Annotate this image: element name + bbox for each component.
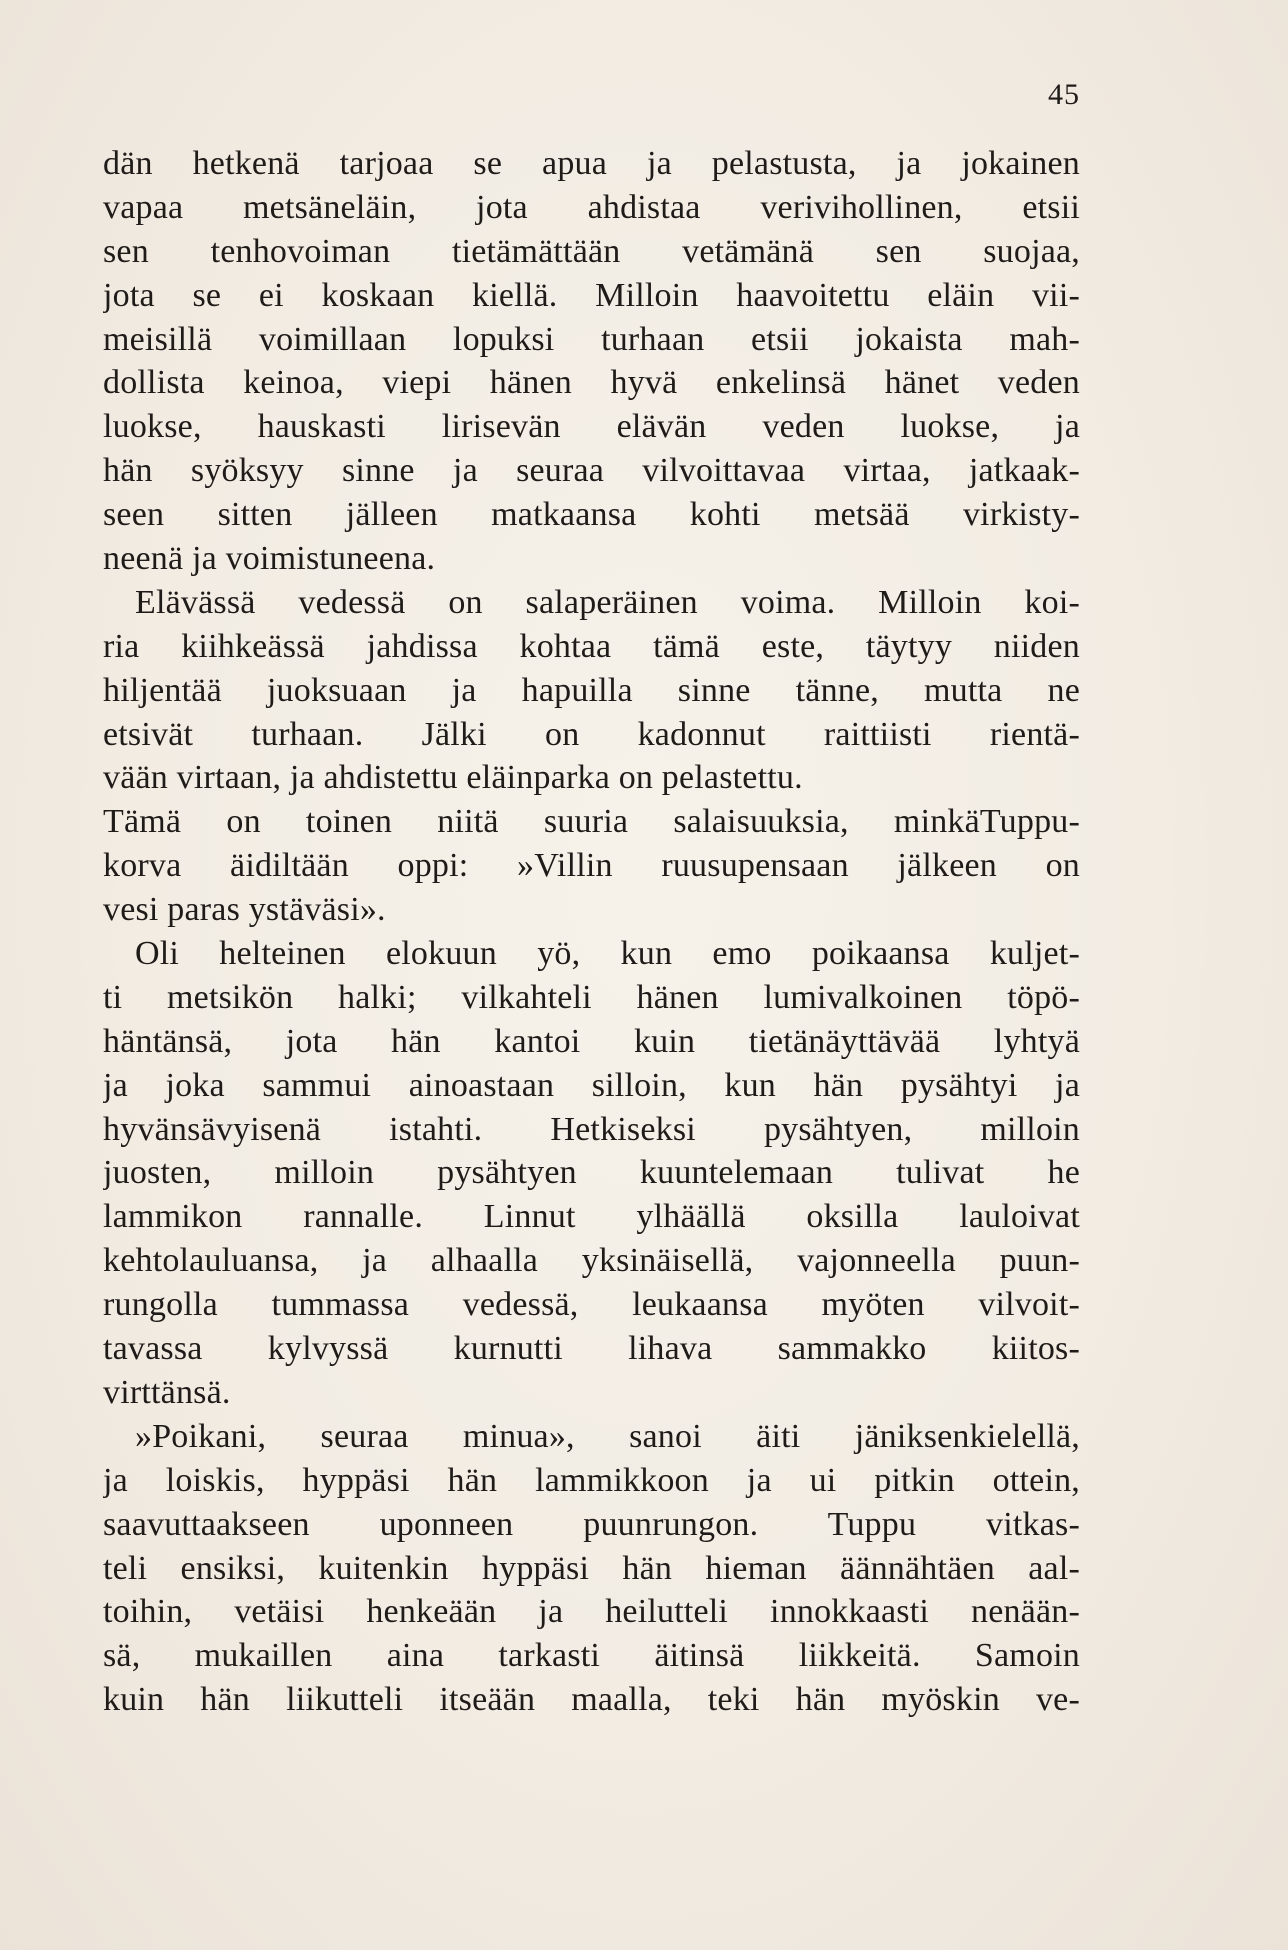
text-line: luokse, hauskasti lirisevän elävän veden luokse, ja — [103, 408, 1080, 446]
text-line: sen tenhovoiman tietämättään vetämänä sen suojaa, — [103, 232, 1080, 270]
text-line: vapaa metsäneläin, jota ahdistaa verivihollinen, etsii — [103, 188, 1080, 226]
text-line: hän syöksyy sinne ja seuraa vilvoittavaa virtaa, jatkaak- — [103, 452, 1080, 490]
text-line: jota se ei koskaan kiellä. Milloin haavoitettu eläin vii- — [103, 276, 1080, 314]
text-line: »Poikani, seuraa minua», sanoi äiti jäniksenkielellä, — [135, 1417, 1080, 1455]
text-line: ti metsikön halki; vilkahteli hänen lumivalkoinen töpö- — [103, 978, 1080, 1016]
text-line: korva äidiltään oppi: »Villin ruusupensaan jälkeen on — [103, 847, 1080, 885]
text-line: rungolla tummassa vedessä, leukaansa myöten vilvoit- — [103, 1286, 1080, 1324]
text-line: vään virtaan, ja ahdistettu eläinparka on pelastettu. — [103, 759, 803, 797]
text-line: seen sitten jälleen matkaansa kohti metsää virkisty- — [103, 496, 1080, 534]
text-line: meisillä voimillaan lopuksi turhaan etsii jokaista mah- — [103, 320, 1080, 358]
text-line: teli ensiksi, kuitenkin hyppäsi hän hieman äännähtäen aal- — [103, 1549, 1080, 1587]
text-line: vesi paras ystäväsi». — [103, 891, 386, 929]
text-line: ja joka sammui ainoastaan silloin, kun hän pysähtyi ja — [103, 1066, 1080, 1104]
text-line: dollista keinoa, viepi hänen hyvä enkelinsä hänet veden — [103, 364, 1080, 402]
text-line: toihin, vetäisi henkeään ja heilutteli innokkaasti nenään- — [103, 1593, 1080, 1631]
text-line: ja loiskis, hyppäsi hän lammikkoon ja ui pitkin ottein, — [103, 1461, 1080, 1499]
text-line: juosten, milloin pysähtyen kuuntelemaan tulivat he — [103, 1154, 1080, 1192]
text-line: Oli helteinen elokuun yö, kun emo poikaansa kuljet- — [135, 935, 1080, 973]
text-line: ria kiihkeässä jahdissa kohtaa tämä este, täytyy niiden — [103, 627, 1080, 665]
text-line: hyvänsävyisenä istahti. Hetkiseksi pysähtyen, milloin — [103, 1110, 1080, 1148]
text-line: tavassa kylvyssä kurnutti lihava sammakko kiitos- — [103, 1330, 1080, 1368]
text-line: virttänsä. — [103, 1373, 231, 1411]
text-line: sä, mukaillen aina tarkasti äitinsä liikkeitä. Samoin — [103, 1637, 1080, 1675]
text-line: kehtolauluansa, ja alhaalla yksinäisellä, vajonneella puun- — [103, 1242, 1080, 1280]
page-number: 45 — [1048, 78, 1080, 111]
text-line: dän hetkenä tarjoaa se apua ja pelastusta, ja jokainen — [103, 145, 1080, 182]
text-line: kuin hän liikutteli itseään maalla, teki hän myöskin ve- — [103, 1681, 1080, 1719]
body-text — [103, 142, 1080, 1722]
text-line: hiljentää juoksuaan ja hapuilla sinne tänne, mutta ne — [103, 671, 1080, 709]
text-line: Tämä on toinen niitä suuria salaisuuksia, minkäTuppu- — [103, 803, 1080, 841]
text-line: häntänsä, jota hän kantoi kuin tietänäyttävää lyhtyä — [103, 1022, 1080, 1060]
text-line: neenä ja voimistuneena. — [103, 540, 436, 578]
text-line: etsivät turhaan. Jälki on kadonnut raittiisti rientä- — [103, 715, 1080, 753]
text-line: Elävässä vedessä on salaperäinen voima. Milloin koi- — [135, 583, 1080, 621]
text-line: lammikon rannalle. Linnut ylhäällä oksilla lauloivat — [103, 1198, 1080, 1236]
text-line: saavuttaakseen uponneen puunrungon. Tuppu vitkas- — [103, 1505, 1080, 1543]
